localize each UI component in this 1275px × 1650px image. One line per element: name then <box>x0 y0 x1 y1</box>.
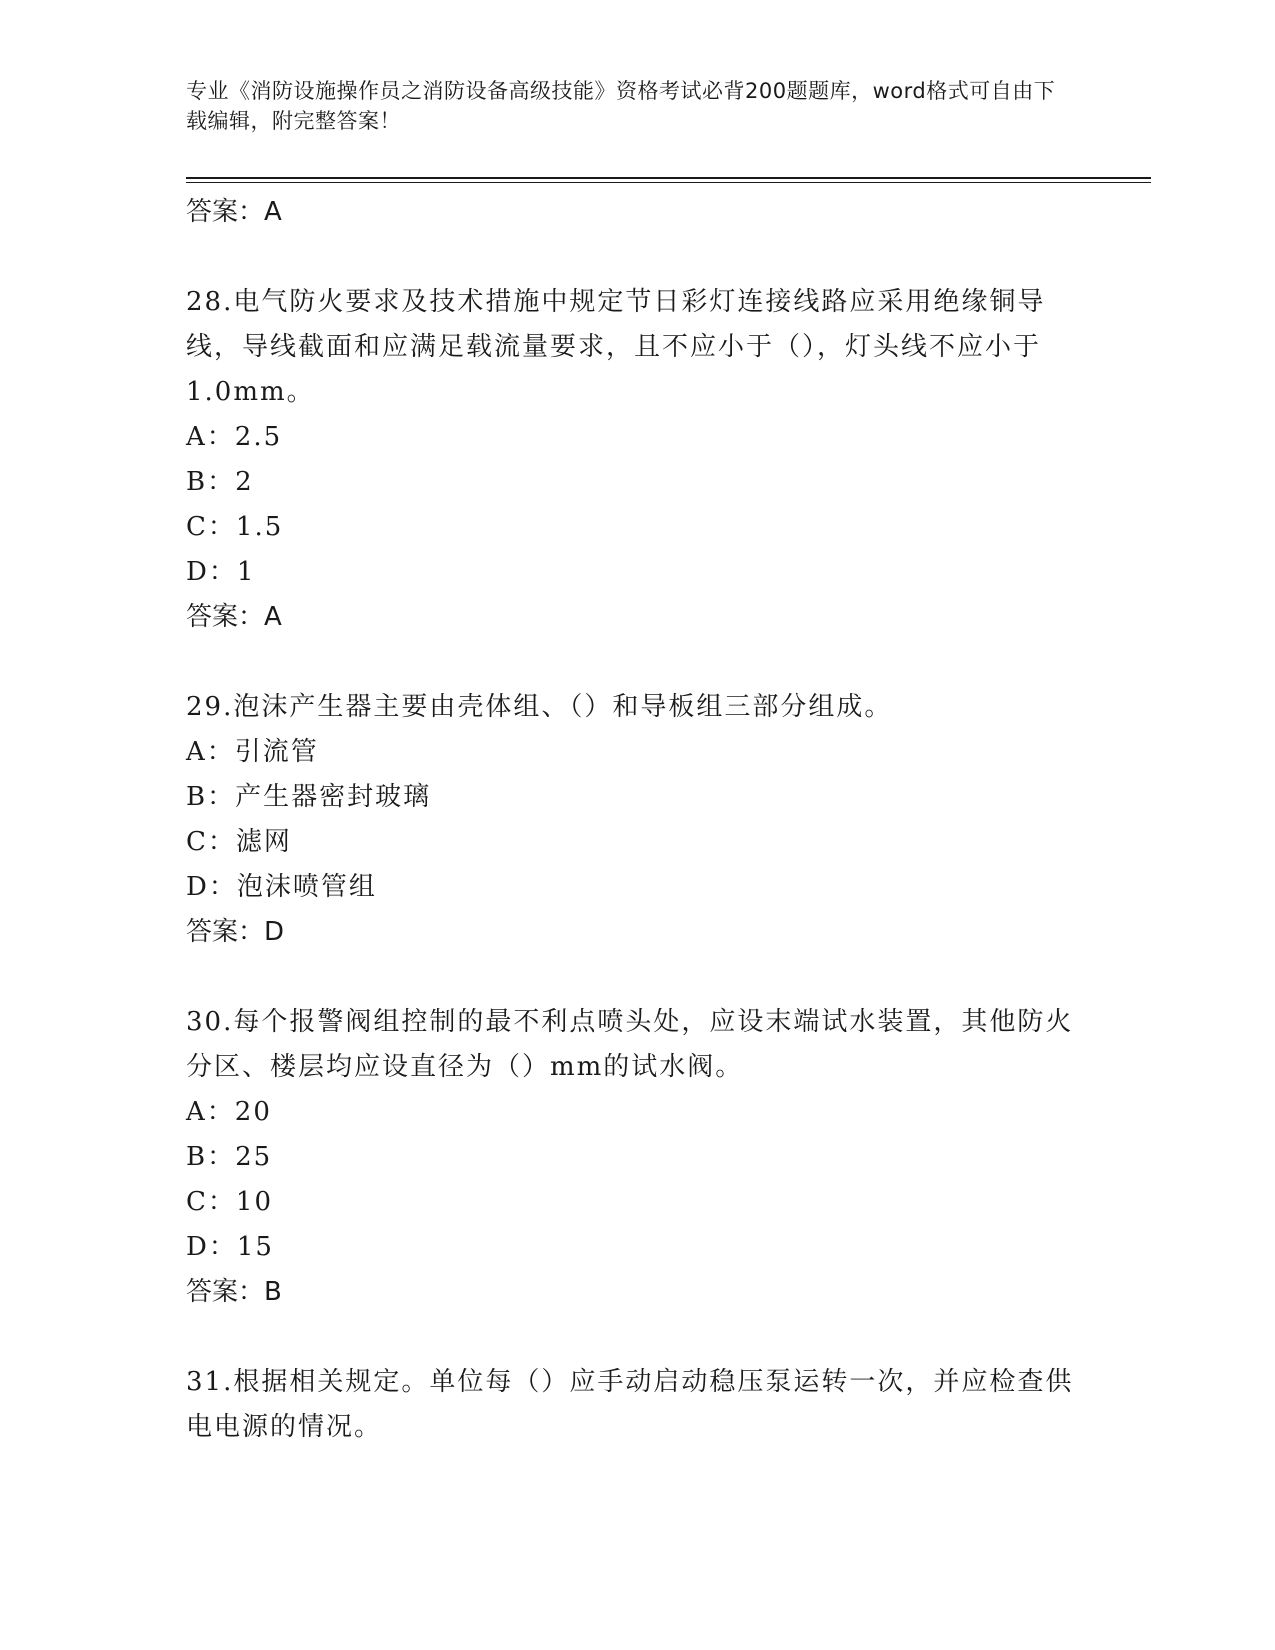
option-text: 10 <box>235 1187 273 1217</box>
option-key: D： <box>186 872 237 902</box>
option-text: 20 <box>234 1097 272 1127</box>
option-key: B： <box>186 782 236 812</box>
answer-line <box>186 190 1086 234</box>
option-text: 2.5 <box>234 422 283 452</box>
option-key: C： <box>186 512 236 542</box>
answer-value: A <box>264 602 282 632</box>
option-key: B： <box>186 467 236 497</box>
question-item <box>186 1360 1086 1450</box>
answer-label: 答案： <box>186 917 265 947</box>
question-item <box>186 280 1086 639</box>
question-stem: 31.根据相关规定。单位每（）应手动启动稳压泵运转一次，并应检查供电电源的情况。 <box>186 1367 1074 1442</box>
option-text: 产生器密封玻璃 <box>235 782 432 812</box>
option-text: 泡沫喷管组 <box>236 872 377 902</box>
option-text: 1.5 <box>235 512 284 542</box>
option-key: A： <box>186 1097 235 1127</box>
header-divider-thin <box>186 182 1151 183</box>
answer-value: B <box>264 1277 282 1307</box>
answer-line <box>186 910 1086 954</box>
document-body <box>186 190 1086 1450</box>
answer-value: D <box>264 917 285 947</box>
option-c <box>186 820 1086 865</box>
answer-line <box>186 595 1086 639</box>
question-item <box>186 1000 1086 1314</box>
answer-label: 答案： <box>186 602 265 632</box>
option-text: 25 <box>235 1142 273 1172</box>
answer-value: A <box>264 197 282 227</box>
option-key: C： <box>186 1187 236 1217</box>
option-c <box>186 505 1086 550</box>
document-header: 专业《消防设施操作员之消防设备高级技能》资格考试必背200题题库，word格式可自由下载编辑，附完整答案！ <box>186 79 1056 133</box>
option-d <box>186 865 1086 910</box>
question-stem: 29.泡沫产生器主要由壳体组、（）和导板组三部分组成。 <box>186 692 893 722</box>
option-b <box>186 460 1086 505</box>
option-d <box>186 550 1086 595</box>
option-a <box>186 730 1086 775</box>
option-key: D： <box>186 557 237 587</box>
option-key: A： <box>186 737 235 767</box>
option-b <box>186 1135 1086 1180</box>
option-c <box>186 1180 1086 1225</box>
option-text: 15 <box>236 1232 274 1262</box>
option-a <box>186 1090 1086 1135</box>
answer-label: 答案： <box>186 197 265 227</box>
question-stem: 30.每个报警阀组控制的最不利点喷头处，应设末端试水装置，其他防火分区、楼层均应设直径为（）mm的试水阀。 <box>186 1007 1074 1082</box>
header-divider <box>186 177 1151 179</box>
answer-line <box>186 1270 1086 1314</box>
option-key: D： <box>186 1232 237 1262</box>
option-d <box>186 1225 1086 1270</box>
option-text: 引流管 <box>234 737 319 767</box>
option-key: C： <box>186 827 236 857</box>
option-b <box>186 775 1086 820</box>
option-key: B： <box>186 1142 236 1172</box>
option-text: 2 <box>235 467 254 497</box>
option-text: 滤网 <box>235 827 292 857</box>
question-item <box>186 685 1086 954</box>
answer-label: 答案： <box>186 1277 265 1307</box>
option-text: 1 <box>236 557 256 587</box>
option-key: A： <box>186 422 235 452</box>
option-a <box>186 415 1086 460</box>
question-stem: 28.电气防火要求及技术措施中规定节日彩灯连接线路应采用绝缘铜导线，导线截面和应满足载流量要求，且不应小于（），灯头线不应小于1.0mm。 <box>186 287 1046 407</box>
